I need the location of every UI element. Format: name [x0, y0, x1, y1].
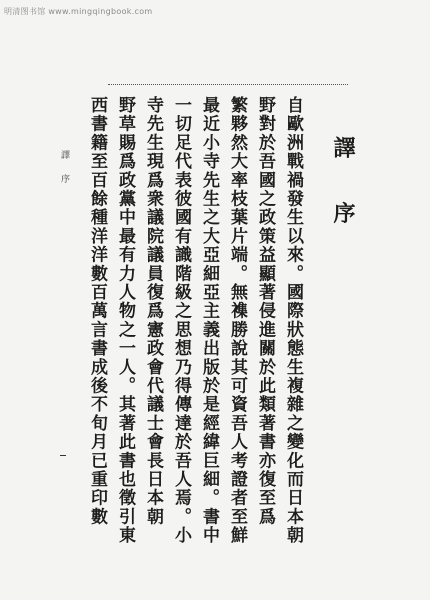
page-title: 譯 序 — [330, 136, 356, 242]
margin-mark — [60, 455, 66, 456]
top-dotted-rule — [108, 84, 348, 85]
text-column-5: 一切足代表彼國有識階級之思想乃得傳達於吾人焉。小 — [171, 96, 191, 545]
text-column-7: 野草賜爲政黨中最有力人物之一人。其著此書也徵引東 — [115, 96, 135, 545]
text-column-6: 寺先生現爲衆議院議員復爲憲政會代議士會長日本朝 — [143, 96, 163, 527]
site-watermark: 明清图书馆 www.mingqingbook.com — [4, 7, 153, 16]
text-column-4: 最近小寺先生之大亞細亞主義出版於是經緯巨細。書中 — [199, 96, 219, 545]
text-column-3: 繁夥然大率枝葉片端。無襍勝說其可資吾人考證者至鮮 — [227, 96, 247, 545]
text-column-1: 自歐洲戰禍發生以來。國際狀態生複雜之變化而日本朝 — [283, 96, 303, 545]
text-column-2: 野對於吾國之政策益顯著侵進關於此類著書亦復至爲 — [255, 96, 275, 527]
margin-section-label: 譯 序 — [59, 150, 69, 189]
text-column-8: 西書籍至百餘種洋洋數百萬言書成後不旬月已重印數 — [87, 96, 107, 527]
